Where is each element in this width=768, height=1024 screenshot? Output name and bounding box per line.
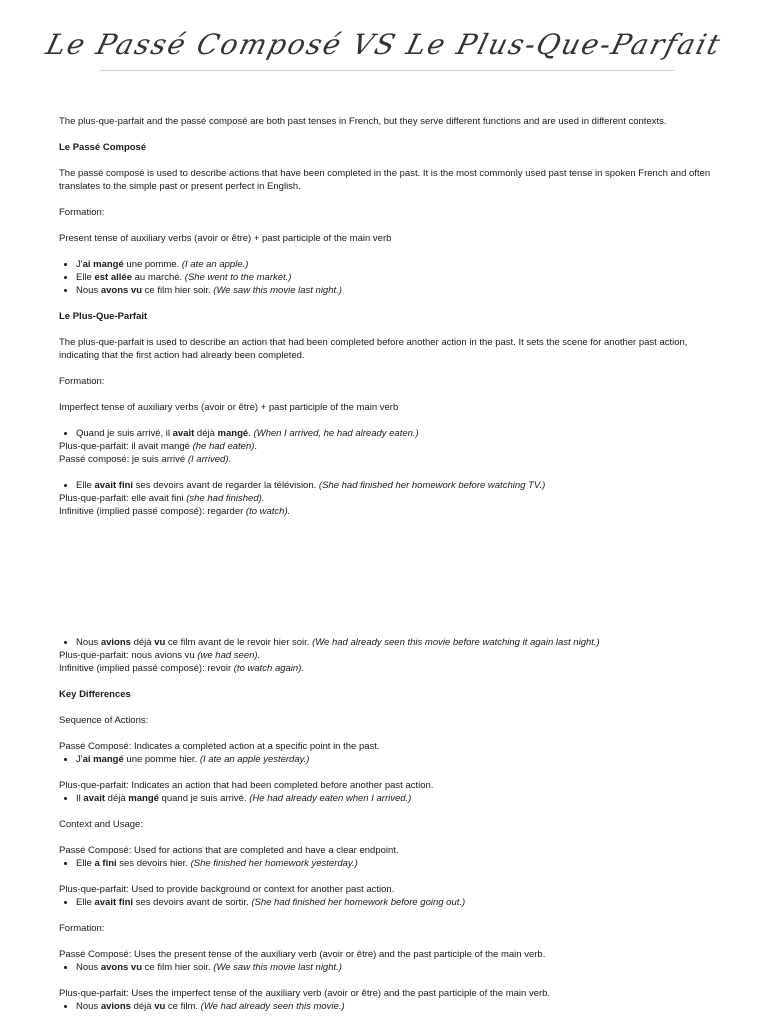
kd-example-list (59, 961, 714, 974)
pqp-ex2-note: Plus-que-parfait: elle avait fini (she had finished). (59, 493, 265, 504)
kd-formation-label: Formation: (59, 923, 105, 934)
pc-description: The passé composé is used to describe actions that have been completed in the past. It is the most commonly used past tense in spoken French and often translates to the simple past or present perfect in English. (59, 168, 711, 192)
pqp-formation-label: Formation: (59, 376, 105, 387)
list-item: • Elle avait fini ses devoirs avant de regarder la télévision. (She had finished her homework before watching TV.) (76, 479, 714, 492)
pqp-example-list (59, 427, 714, 440)
kd-context-pc: Passé Composé: Used for actions that are completed and have a clear endpoint. (59, 845, 399, 856)
list-item: • Elle est allée au marché. (She went to the market.) (76, 271, 714, 284)
section-heading-passe-compose: Le Passé Composé (59, 142, 147, 153)
kd-context-pqp: Plus-que-parfait: Used to provide background or context for another past action. (59, 884, 395, 895)
pc-example-list (59, 258, 714, 297)
section-heading-key-differences: Key Differences (59, 689, 131, 700)
kd-example-list (59, 1000, 714, 1013)
list-item: • Elle avait fini ses devoirs avant de sortir. (She had finished her homework before going out.) (76, 896, 714, 909)
pqp-ex1-note: Passé composé: je suis arrivé (I arrived). (59, 454, 232, 465)
kd-sequence-pc: Passé Composé: Indicates a completed action at a specific point in the past. (59, 741, 380, 752)
list-item: • J'ai mangé une pomme hier. (I ate an apple yesterday.) (76, 753, 714, 766)
list-item: • Nous avons vu ce film hier soir. (We saw this movie last night.) (76, 961, 714, 974)
list-item: • Il avait déjà mangé quand je suis arrivé. (He had already eaten when I arrived.) (76, 792, 714, 805)
list-item: • Nous avions déjà vu ce film. (We had already seen this movie.) (76, 1000, 714, 1013)
kd-sequence-label: Sequence of Actions: (59, 715, 149, 726)
pqp-example-list (59, 636, 714, 649)
kd-formation-pc: Passé Composé: Uses the present tense of the auxiliary verb (avoir or être) and the past participle of the main verb. (59, 949, 546, 960)
pqp-ex3-note: Plus-que-parfait: nous avions vu (we had seen). (59, 650, 261, 661)
pqp-ex3-note: Infinitive (implied passé composé): revoir (to watch again). (59, 663, 304, 674)
list-item: • Nous avons vu ce film hier soir. (We saw this movie last night.) (76, 284, 714, 297)
intro-paragraph: The plus-que-parfait and the passé composé are both past tenses in French, but they serve different functions and are used in different contexts. (59, 116, 667, 127)
pqp-example-list (59, 479, 714, 492)
kd-example-list (59, 792, 714, 805)
document-body (59, 115, 714, 1013)
pqp-description: The plus-que-parfait is used to describe an action that had been completed before another action in the past. It sets the scene for another past action, indicating that the first action had already been completed. (59, 337, 688, 361)
list-item: • J'ai mangé une pomme. (I ate an apple.) (76, 258, 714, 271)
kd-sequence-pqp: Plus-que-parfait: Indicates an action that had been completed before another past action. (59, 780, 434, 791)
kd-context-label: Context and Usage: (59, 819, 143, 830)
pqp-ex2-note: Infinitive (implied passé composé): regarder (to watch). (59, 506, 291, 517)
pc-formation-label: Formation: (59, 207, 105, 218)
kd-example-list (59, 753, 714, 766)
kd-example-list (59, 896, 714, 909)
kd-formation-pqp: Plus-que-parfait: Uses the imperfect tense of the auxiliary verb (avoir or être) and the past participle of the main verb. (59, 988, 551, 999)
pc-formation-rule: Present tense of auxiliary verbs (avoir or être) + past participle of the main verb (59, 233, 392, 244)
list-item: • Elle a fini ses devoirs hier. (She finished her homework yesterday.) (76, 857, 714, 870)
list-item: • Nous avions déjà vu ce film avant de le revoir hier soir. (We had already seen this movie before watching it again last night.) (76, 636, 714, 649)
kd-example-list (59, 857, 714, 870)
list-item: • Quand je suis arrivé, il avait déjà mangé. (When I arrived, he had already eaten.) (76, 427, 714, 440)
section-heading-plus-que-parfait: Le Plus-Que-Parfait (59, 311, 148, 322)
page-title: Le Passé Composé VS Le Plus-Que-Parfait (42, 28, 726, 61)
title-flourish (100, 70, 675, 71)
pqp-ex1-note: Plus-que-parfait: il avait mangé (he had eaten). (59, 441, 258, 452)
pqp-formation-rule: Imperfect tense of auxiliary verbs (avoir or être) + past participle of the main verb (59, 402, 399, 413)
